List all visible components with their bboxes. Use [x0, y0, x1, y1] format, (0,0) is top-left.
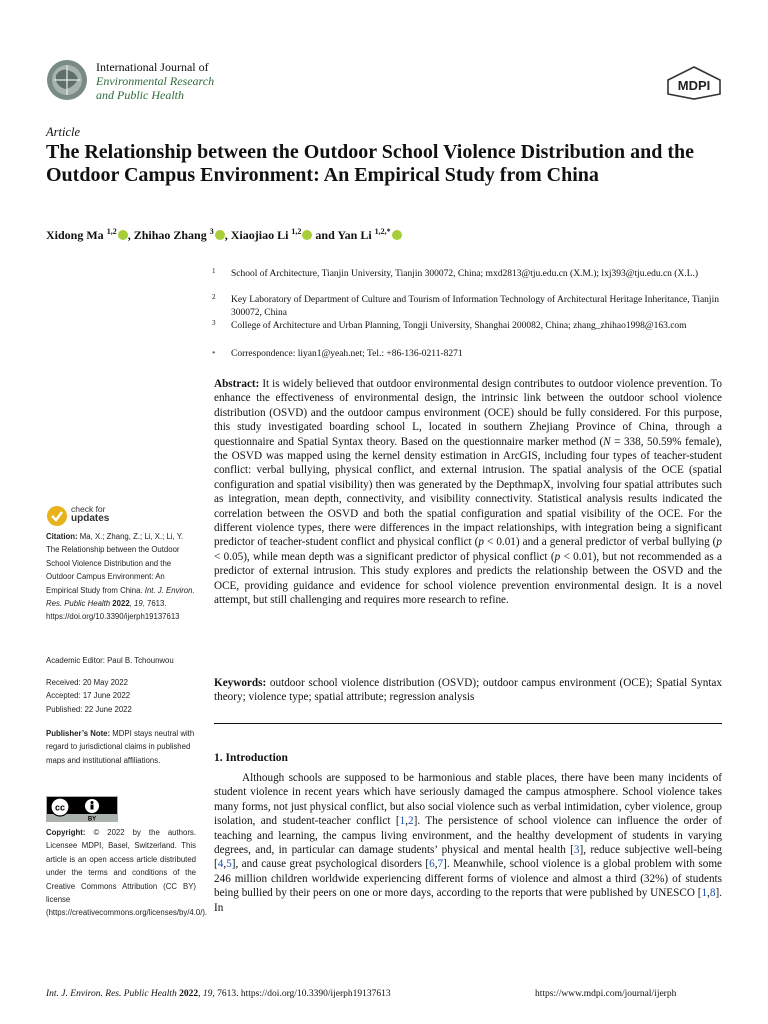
copyright-text: © 2022 by the authors. Licensee MDPI, Basel, Switzerland. This article is an open access article distributed under the terms and conditions of the Creative Commons Attribution (CC BY) license (https://creativecommons.org/licenses/by/4.0/). — [46, 828, 208, 918]
affiliation-number: 2 — [212, 293, 216, 301]
publishers-note — [46, 727, 196, 767]
affiliation-number: 3 — [212, 319, 216, 327]
affiliation-number: * — [212, 350, 216, 358]
cc-logo-icon: cc — [54, 802, 66, 813]
author-name: Xiaojiao Li — [230, 228, 289, 242]
author-separator: , — [224, 228, 231, 242]
check-updates-line2: updates — [71, 513, 110, 524]
affiliation-item — [212, 268, 722, 281]
abstract — [214, 377, 722, 608]
orcid-icon[interactable] — [118, 230, 128, 240]
cc-by-license-badge[interactable] — [46, 796, 118, 822]
affiliation-item — [212, 294, 722, 319]
check-updates-icon — [46, 505, 68, 527]
reference-link[interactable]: 3 — [573, 844, 580, 857]
copyright-label: Copyright: — [46, 828, 86, 837]
citation-year: 2022 — [110, 599, 130, 609]
footer-journal-url[interactable]: https://www.mdpi.com/journal/ijerph — [535, 989, 677, 999]
citation-journal: Int. J. Environ. Res. Public Health — [46, 585, 195, 609]
mdpi-logo-text: MDPI — [677, 78, 711, 93]
citation-doi-link[interactable]: , 7613. https://doi.org/10.3390/ijerph19137613 — [46, 599, 180, 622]
introduction-text — [214, 771, 722, 915]
footer-citation — [46, 989, 391, 999]
intro-text: ]. In — [214, 887, 722, 914]
author-list — [46, 227, 402, 243]
abstract-text: It is widely believed that outdoor environmental design contributes to outdoor violence prevention. To enhance the effectiveness of environmental design, the intrinsic link between the outdoor school violence distribution (OSVD) and the outdoor campus environment (OCE) should be fully considered. For this purpose, this study investigated boarding school L, located in southern Zhejiang Province of China, through a questionnaire and Spatial Syntax theory. Based on the questionnaire marker method ( — [214, 378, 722, 448]
author-separator: , — [127, 228, 134, 242]
accepted-date: Accepted: 17 June 2022 — [46, 691, 131, 701]
publishers-note-label: Publisher’s Note: — [46, 729, 111, 738]
affiliation-text: School of Architecture, Tianjin University, Tianjin 300072, China; mxd2813@tju.edu.cn (X.M.); lxj393@tju.edu.cn (X.L.) — [231, 269, 699, 279]
affiliation-item — [212, 320, 722, 333]
affiliation-number: 1 — [212, 267, 216, 275]
intro-text: ]. The persistence of school violence can influence the order of teaching and learning, the campus living environment, and the healthy development of students in varying degrees, and, in particular can damage students’ physical and mental health [ — [214, 815, 722, 857]
abstract-var: p — [554, 550, 561, 563]
abstract-label: Abstract: — [214, 378, 260, 390]
reference-link[interactable]: 8 — [709, 887, 716, 900]
reference-link[interactable]: 4 — [217, 858, 224, 871]
keywords-text: outdoor school violence distribution (OSVD); outdoor campus environment (OCE); Spatial Syntax theory; violence type; spatial attribute; regression analysis — [214, 677, 722, 704]
author-name: Zhihao Zhang — [133, 228, 207, 242]
ref-sep: , — [434, 858, 438, 871]
section-heading-introduction: 1. Introduction — [214, 752, 288, 764]
reference-link[interactable]: 6 — [429, 858, 435, 871]
received-date: Received: 20 May 2022 — [46, 678, 128, 687]
person-icon — [91, 801, 94, 804]
author-affil-sup: 3 — [209, 227, 214, 236]
cc-by-text: BY — [87, 816, 97, 822]
abstract-text: < 0.05), while mean depth was a significant predictor of physical conflict ( — [214, 550, 555, 563]
journal-name — [96, 60, 214, 102]
footer-doi[interactable]: , 7613. https://doi.org/10.3390/ijerph19137613 — [212, 989, 391, 999]
author-affil-sup: 1,2,* — [374, 227, 391, 236]
mdpi-logo — [665, 66, 723, 100]
keywords-label: Keywords: — [214, 677, 267, 689]
intro-text: Although schools are supposed to be harmonious and stable places, there have been many incidents of student violence in recent years which have seriously damaged the campus atmosphere. School violence takes many forms, not just physical conflict, but also social violence such as verbal intimidation, cyber violence, group isolation, and student-teacher conflict [ — [214, 772, 722, 828]
ref-sep: , — [707, 887, 710, 900]
author-affil-sup: 1,2 — [106, 227, 117, 236]
reference-link[interactable]: 7 — [437, 858, 444, 871]
citation-label: Citation: — [46, 532, 78, 541]
abstract-text: < 0.01), but not recommended as a predictor of external intrusion. This study explores and predicts the relationship between the OSVD and the OCE, providing guidance and evidence for school violence prevention environmental design. It is a novel attempt, but still challenging and requires more research to refine. — [214, 550, 722, 607]
journal-globe-icon — [46, 59, 88, 101]
publishers-note-text: MDPI stays neutral with regard to jurisdictional claims in published maps and institutional affiliations. — [46, 729, 195, 765]
journal-name-line1: International Journal of — [96, 60, 209, 74]
author-affil-sup: 1,2 — [291, 227, 302, 236]
abstract-text: = 338, 50.59% female), the OSVD was mapped using the kernel density estimation in ArcGIS, including four types of teacher-student conflict: verbal bullying, physical conflict, and external intrusion. The spatial analysis of the OCE (spatial configuration and spatial visibility) then was generated by the DepthmapX, involving four spatial attributes such as integration, mean depth, connectivity, and visibility connectivity. Statistical analysis results indicated the correlation between the OSVD and both the spatial configuration and spatial visibility of the OCE. For the different violence types, there were differences in the impact relationships, with integration being a significant predictor of teacher-student conflict and physical conflict ( — [214, 435, 722, 549]
author-name: Yan Li — [337, 228, 372, 242]
journal-name-line2: Environmental Research — [96, 74, 215, 88]
author-separator: and — [312, 228, 338, 242]
dates-block — [46, 676, 196, 716]
article-type: Article — [46, 125, 81, 139]
footer-journal: Int. J. Environ. Res. Public Health — [46, 989, 177, 999]
correspondence — [212, 348, 722, 361]
orcid-icon[interactable] — [392, 230, 402, 240]
check-updates-line1: check for — [71, 504, 106, 514]
academic-editor: Academic Editor: Paul B. Tchounwou — [46, 656, 174, 665]
keywords — [214, 676, 722, 705]
journal-name-line3: and Public Health — [96, 88, 184, 102]
reference-link[interactable]: 1 — [399, 815, 406, 828]
affiliation-text: Key Laboratory of Department of Culture and Tourism of Information Technology of Architectural Heritage Inheritance, Tianjin 300072, China — [231, 295, 719, 318]
citation-text: Ma, X.; Zhang, Z.; Li, X.; Li, Y. The Relationship between the Outdoor School Violence Distribution and the Outdoor Campus Environment: An Empirical Study from China. — [46, 532, 184, 595]
reference-link[interactable]: 5 — [226, 858, 232, 871]
abstract-var: p — [478, 536, 484, 549]
abstract-var: N — [603, 435, 611, 448]
footer-volume: , 19 — [198, 989, 213, 999]
check-for-updates-button[interactable] — [46, 504, 136, 528]
section-divider — [214, 723, 722, 724]
author-name: Xidong Ma — [46, 228, 104, 242]
orcid-icon[interactable] — [302, 230, 312, 240]
orcid-icon[interactable] — [215, 230, 225, 240]
ref-sep: , — [223, 858, 227, 871]
citation-volume: , 19 — [129, 599, 143, 609]
reference-link[interactable]: 1 — [701, 887, 708, 900]
reference-link[interactable]: 2 — [408, 815, 414, 828]
published-date: Published: 22 June 2022 — [46, 704, 132, 714]
article-title: The Relationship between the Outdoor School Violence Distribution and the Outdoor Campus Environment: An Empirical Study from China — [46, 141, 695, 186]
affiliation-text: Correspondence: liyan1@yeah.net; Tel.: +86-136-0211-8271 — [231, 349, 463, 359]
citation-block — [46, 530, 196, 624]
affiliation-text: College of Architecture and Urban Planning, Tongji University, Shanghai 200082, China; zhang_zhihao1998@163.com — [231, 321, 687, 331]
footer-year: 2022 — [176, 989, 199, 999]
intro-text: ], and cause great psychological disorders [ — [231, 858, 430, 871]
intro-text: ], reduce subjective well-being [ — [214, 844, 722, 871]
copyright-block — [46, 826, 208, 920]
abstract-var: p — [716, 536, 722, 549]
intro-text: ]. Meanwhile, school violence is a global problem with some 246 million children worldwide experiencing different forms of violence and almost a third (32%) of students being bullied by their peers on one or more days, according to the reports that were published by UNESCO [ — [214, 858, 722, 900]
abstract-text: < 0.01) and a general predictor of verbal bullying ( — [483, 536, 717, 549]
ref-sep: , — [405, 815, 409, 828]
